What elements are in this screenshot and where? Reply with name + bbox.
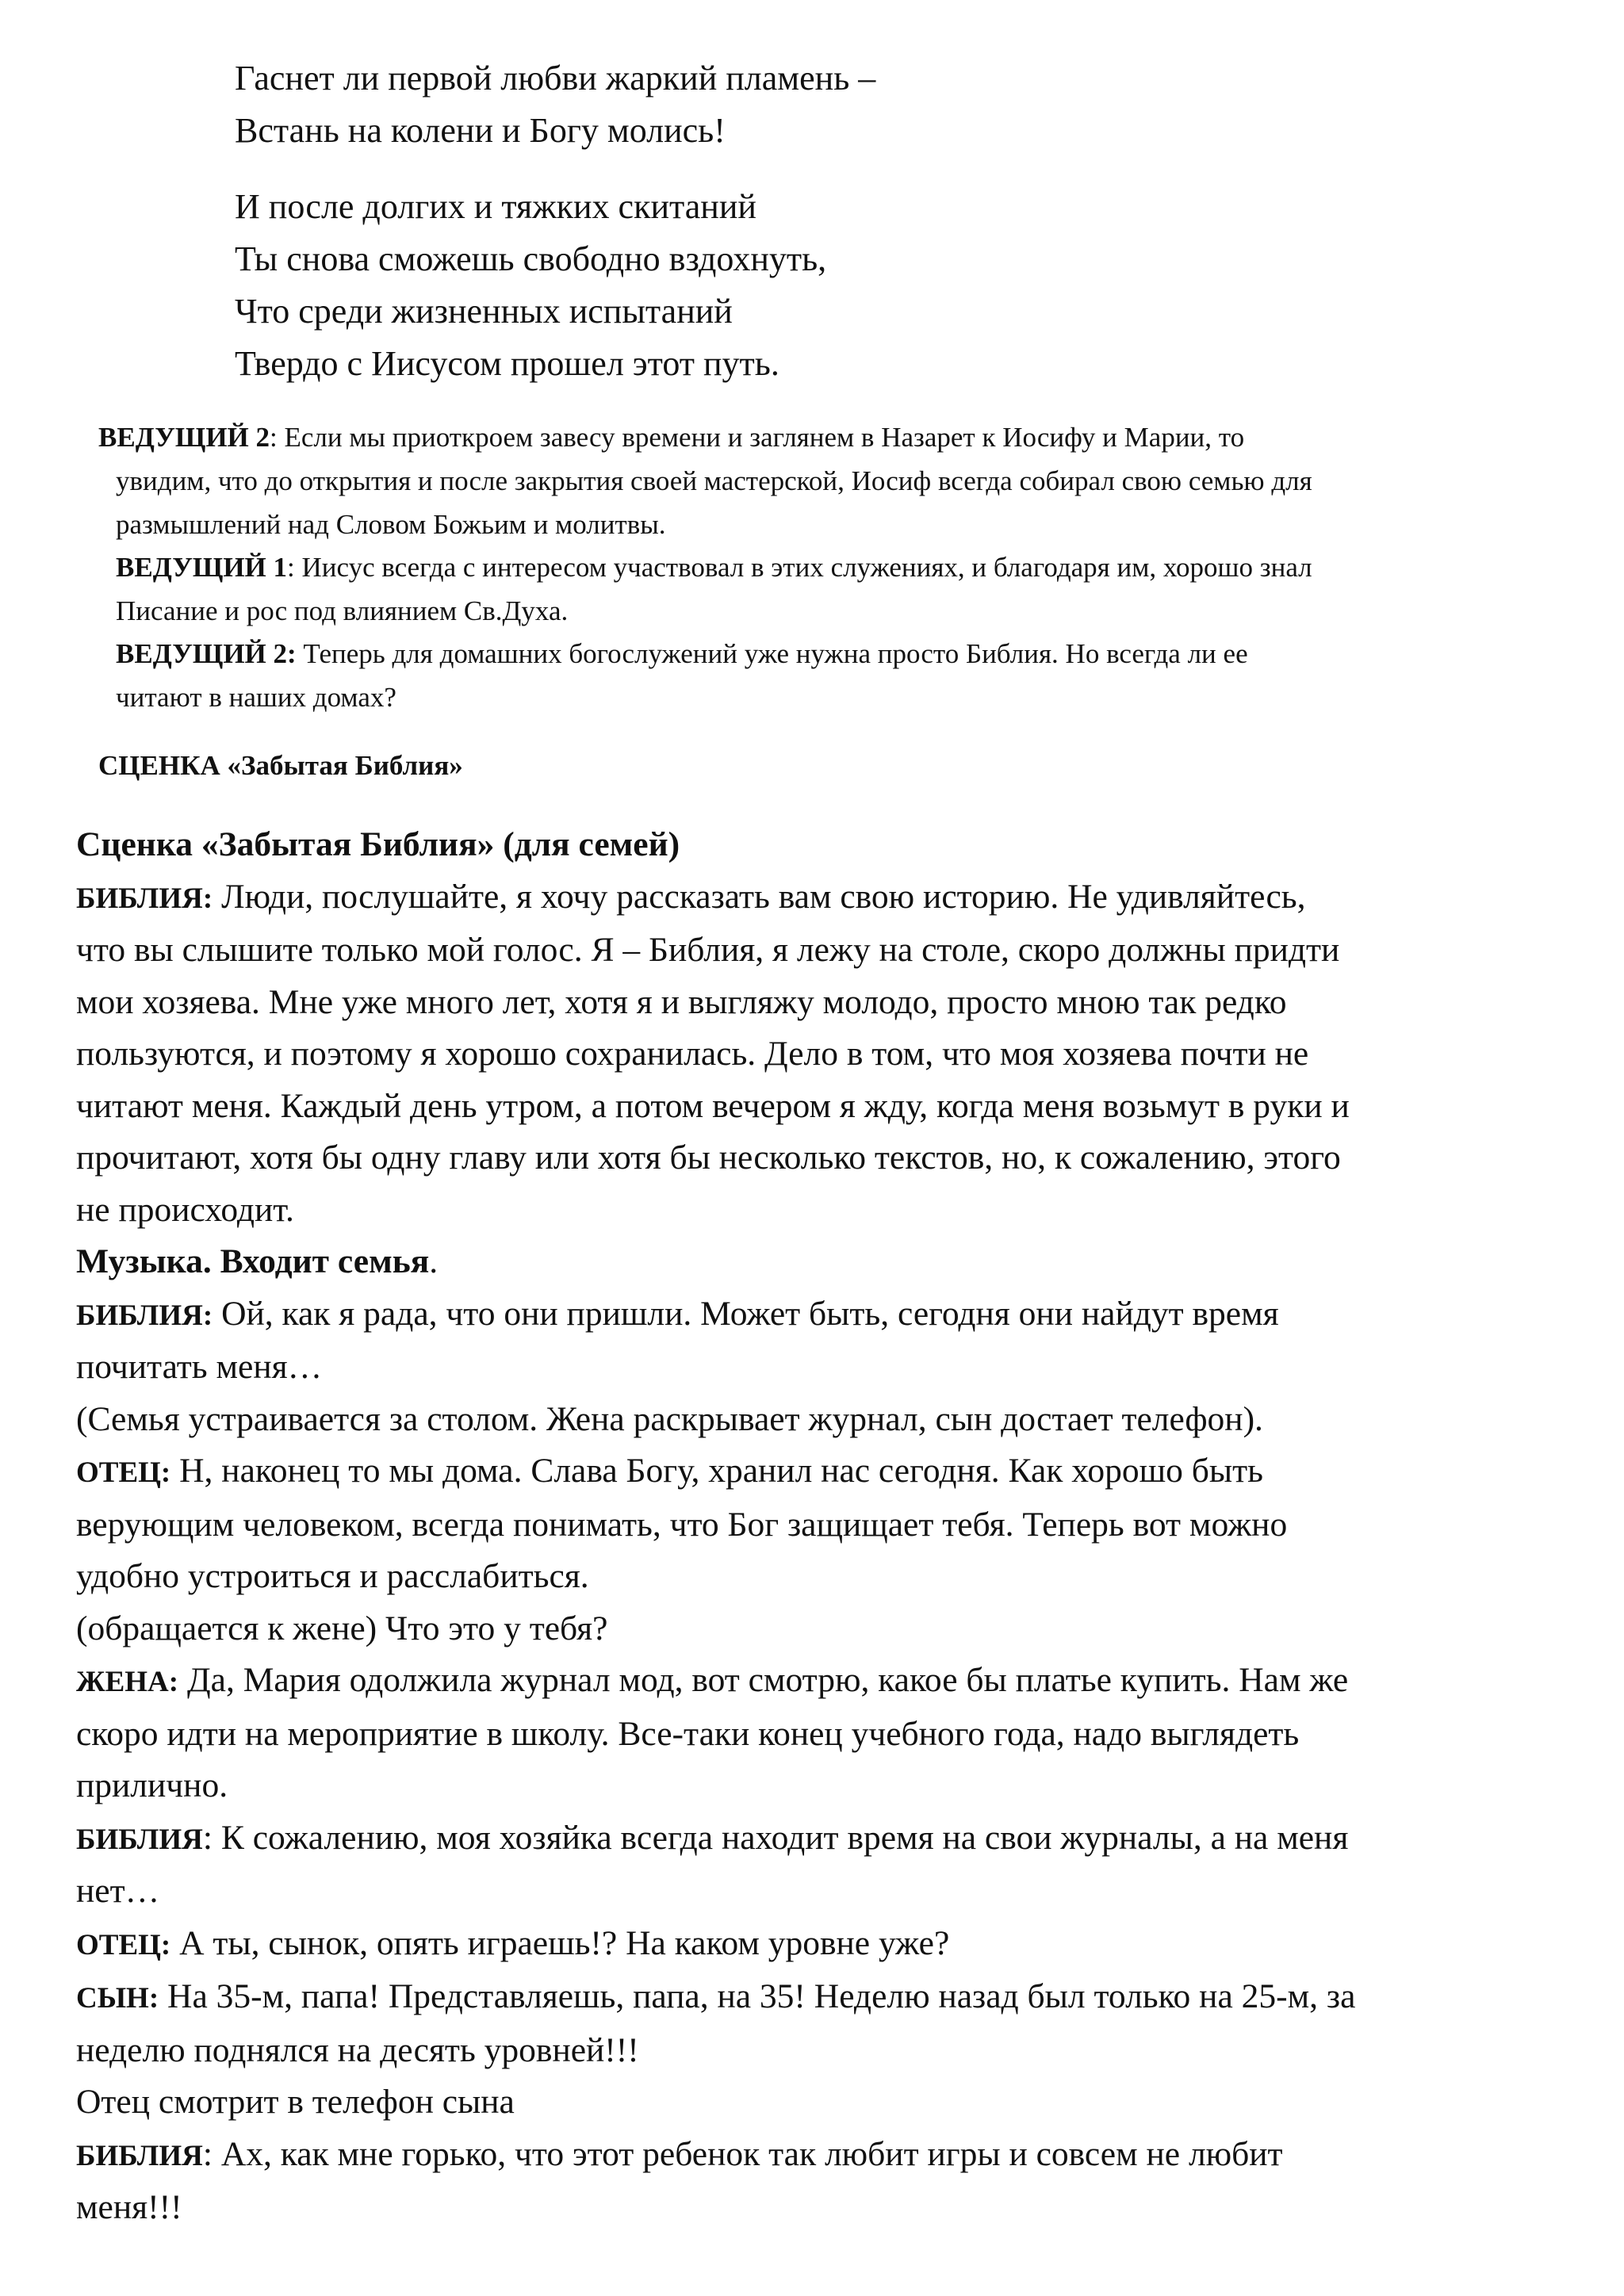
paragraph-line <box>116 545 1312 589</box>
line-text: Ой, как я рада, что они пришли. Может быть, сегодня они найдут время <box>213 1294 1279 1333</box>
script-line: нет… <box>76 1872 160 1910</box>
paragraph-line <box>98 415 1312 459</box>
scene-title: Сценка «Забытая Библия» (для семей) <box>76 825 680 863</box>
script-line <box>76 1445 1535 1499</box>
line-text: Н, наконец то мы дома. Слава Богу, хранил нас сегодня. Как хорошо быть <box>170 1452 1263 1490</box>
line-text: На 35-м, папа! Представляешь, папа, на 35! Неделю назад был только на 25-м, за <box>159 1977 1356 2015</box>
line-text: А ты, сынок, опять играешь!? На каком уровне уже? <box>170 1923 950 1962</box>
scene-script <box>76 819 1535 2234</box>
speaker-label: БИБЛИЯ <box>76 1823 203 1856</box>
music-cue: Музыка. Входит семья <box>76 1242 430 1280</box>
poem-line: Ты снова сможешь свободно вздохнуть, <box>235 239 827 278</box>
poem-line: Встань на колени и Богу молись! <box>235 111 726 150</box>
script-line <box>76 871 1535 925</box>
script-line: мои хозяева. Мне уже много лет, хотя я и выгляжу молодо, просто мною так редко <box>76 982 1287 1021</box>
speaker-label: ВЕДУЩИЙ 2: <box>116 638 297 669</box>
host-1-paragraph <box>116 545 1312 633</box>
script-line: почитать меня… <box>76 1348 323 1386</box>
line-text: : К сожалению, моя хозяйка всегда находит время на свои журналы, а на меня <box>202 1818 1349 1857</box>
line-text: : Ах, как мне горько, что этот ребенок так любит игры и совсем не любит <box>202 2134 1283 2173</box>
scene-label: СЦЕНКА «Забытая Библия» <box>98 750 463 781</box>
speaker-label: ВЕДУЩИЙ 2 <box>98 422 270 453</box>
stage-direction: (Семья устраивается за столом. Жена раскрывает журнал, сын достает телефон). <box>76 1399 1263 1438</box>
script-line: скоро идти на мероприятие в школу. Все-таки конец учебного года, надо выглядеть <box>76 1714 1300 1753</box>
speaker-label: ОТЕЦ: <box>76 1456 171 1489</box>
paragraph-text: : Иисус всегда с интересом участвовал в этих служениях, и благодаря им, хорошо знал <box>287 552 1312 583</box>
script-line <box>76 1971 1535 2025</box>
speaker-label: БИБЛИЯ <box>76 2139 203 2172</box>
paragraph-line: читают в наших домах? <box>116 682 396 713</box>
script-line: читают меня. Каждый день утром, а потом вечером я жду, когда меня возьмут в руки и <box>76 1086 1350 1125</box>
host-2-paragraph-second <box>116 632 1248 719</box>
poem-line: И после долгих и тяжких скитаний <box>235 187 756 226</box>
script-line <box>76 1812 1535 1866</box>
poem-line: Гаснет ли первой любви жаркий пламень – <box>235 59 876 98</box>
script-line: верующим человеком, всегда понимать, что Бог защищает тебя. Теперь вот можно <box>76 1505 1288 1544</box>
speaker-label: ВЕДУЩИЙ 1 <box>116 552 288 583</box>
script-line: неделю поднялся на десять уровней!!! <box>76 2030 639 2069</box>
script-line: прилично. <box>76 1766 228 1804</box>
poem-line: Что среди жизненных испытаний <box>235 292 733 331</box>
paragraph-line: размышлений над Словом Божьим и молитвы. <box>116 509 666 540</box>
script-line: что вы слышите только мой голос. Я – Библия, я лежу на столе, скоро должны придти <box>76 931 1340 969</box>
script-line: удобно устроиться и расслабиться. <box>76 1557 589 1595</box>
script-line: (обращается к жене) Что это у тебя? <box>76 1609 608 1647</box>
speaker-label: ОТЕЦ: <box>76 1928 171 1961</box>
speaker-label: БИБЛИЯ: <box>76 882 213 915</box>
script-line <box>76 1918 1535 1972</box>
stage-direction-music <box>76 1236 1535 1288</box>
speaker-label: БИБЛИЯ: <box>76 1299 213 1332</box>
paragraph-line: увидим, что до открытия и после закрытия своей мастерской, Иосиф всегда собирал свою семью для <box>116 465 1312 496</box>
paragraph-text: Теперь для домашних богослужений уже нужна просто Библия. Но всегда ли ее <box>296 638 1248 669</box>
script-line: не происходит. <box>76 1190 294 1229</box>
speaker-label: СЫН: <box>76 1982 159 2015</box>
host-2-paragraph <box>98 415 1312 546</box>
paragraph-text: : Если мы приоткроем завесу времени и заглянем в Назарет к Иосифу и Марии, то <box>270 422 1245 453</box>
music-cue-dot: . <box>429 1242 439 1280</box>
line-text: Да, Мария одолжила журнал мод, вот смотрю, какое бы платье купить. Нам же <box>178 1661 1349 1699</box>
script-line <box>76 2129 1535 2183</box>
line-text: Люди, послушайте, я хочу рассказать вам свою историю. Не удивляйтесь, <box>213 877 1306 916</box>
poem-stanza-1 <box>235 52 875 157</box>
script-line <box>76 1655 1535 1709</box>
poem-stanza-2 <box>235 181 826 390</box>
script-line: меня!!! <box>76 2188 182 2226</box>
script-line: пользуются, и поэтому я хорошо сохранилась. Дело в том, что моя хозяева почти не <box>76 1035 1309 1073</box>
speaker-label: ЖЕНА: <box>76 1666 179 1698</box>
poem-line: Твердо с Иисусом прошел этот путь. <box>235 344 779 383</box>
paragraph-line: Писание и рос под влиянием Св.Духа. <box>116 595 569 626</box>
stage-direction: Отец смотрит в телефон сына <box>76 2083 515 2121</box>
script-line <box>76 1288 1535 1342</box>
paragraph-line <box>116 632 1248 675</box>
script-line: прочитают, хотя бы одну главу или хотя бы несколько текстов, но, к сожалению, этого <box>76 1138 1341 1177</box>
